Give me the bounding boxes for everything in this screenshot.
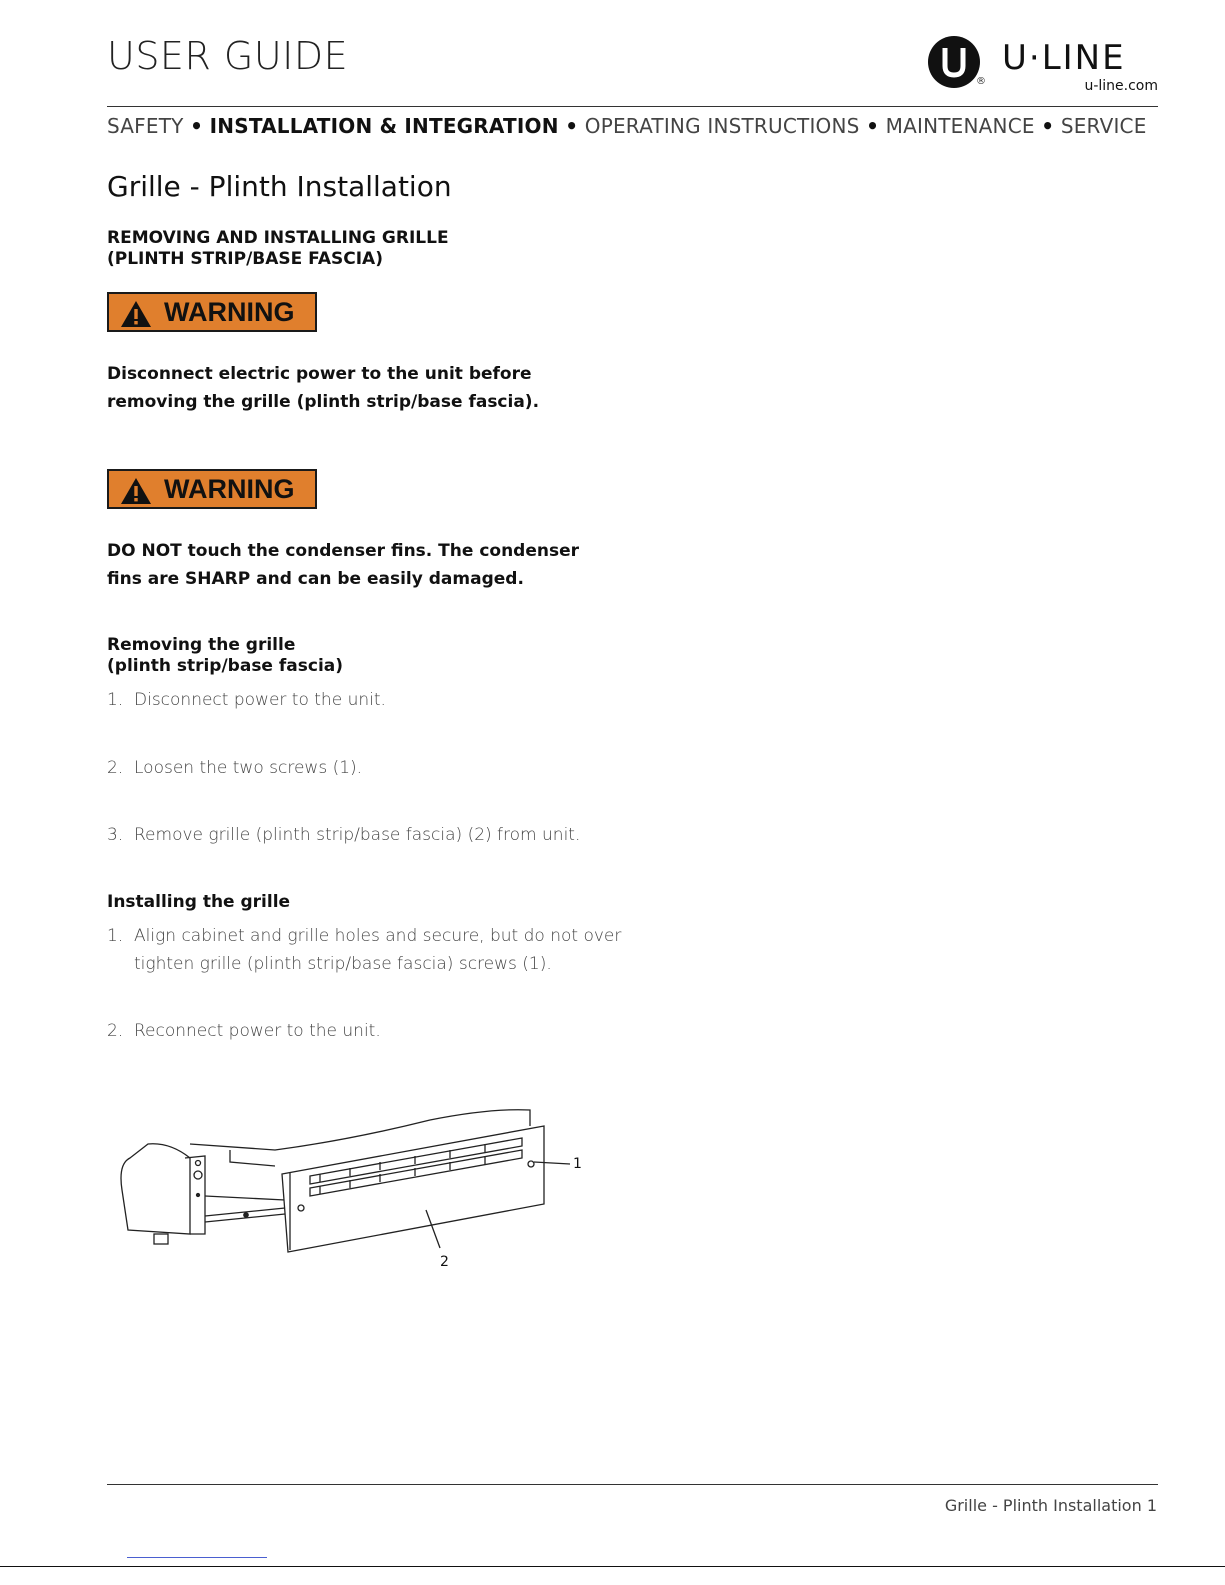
- list-item: [107, 922, 627, 978]
- warning-message-line: fins are SHARP and can be easily damaged.: [107, 569, 524, 589]
- uline-logo[interactable]: [928, 34, 1160, 96]
- warning-message: [107, 360, 627, 416]
- step-text: Align cabinet and grille holes and secure, but do not over tighten grille (plinth strip/base fascia) screws (1).: [134, 926, 622, 974]
- section-heading: [107, 228, 449, 270]
- grille-diagram: [110, 1100, 600, 1280]
- callout-1: 1: [573, 1156, 582, 1172]
- page-bottom-border: [0, 1566, 1225, 1567]
- removing-heading-line: (plinth strip/base fascia): [107, 656, 344, 676]
- nav-item-safety[interactable]: SAFETY: [107, 114, 184, 138]
- warning-message: [107, 537, 627, 593]
- list-item: [107, 686, 627, 714]
- logo-wordmark: U·LINE: [1002, 38, 1126, 78]
- nav-separator: •: [1041, 114, 1055, 138]
- uline-logo-icon: [928, 36, 980, 88]
- nav-item-maintenance[interactable]: MAINTENANCE: [885, 114, 1035, 138]
- bottom-link-underline[interactable]: [127, 1557, 267, 1558]
- nav-item-operating-instructions[interactable]: OPERATING INSTRUCTIONS: [584, 114, 860, 138]
- section-heading-line: (PLINTH STRIP/BASE FASCIA): [107, 249, 383, 269]
- step-text: Loosen the two screws (1).: [134, 758, 363, 778]
- step-number: 1.: [107, 690, 124, 710]
- document-title: USER GUIDE: [107, 34, 349, 78]
- warning-triangle-icon: [120, 477, 152, 505]
- removing-heading-line: Removing the grille: [107, 635, 296, 655]
- page-title: Grille - Plinth Installation: [107, 170, 452, 203]
- warning-text: WARNING: [164, 297, 295, 327]
- warning-triangle-icon: [120, 300, 152, 328]
- step-text: Disconnect power to the unit.: [134, 690, 386, 710]
- removing-heading: [107, 635, 343, 677]
- step-text: Remove grille (plinth strip/base fascia) (2) from unit.: [134, 825, 581, 845]
- nav-separator: •: [565, 114, 579, 138]
- step-number: 1.: [107, 926, 124, 946]
- footer-page-label: Grille - Plinth Installation 1: [944, 1496, 1157, 1515]
- section-heading-line: REMOVING AND INSTALLING GRILLE: [107, 228, 449, 248]
- warning-label: [107, 469, 317, 509]
- registered-mark: ®: [976, 76, 986, 87]
- warning-message-line: Disconnect electric power to the unit before: [107, 364, 532, 384]
- website-url[interactable]: u-line.com: [1084, 78, 1158, 94]
- step-number: 2.: [107, 758, 124, 778]
- step-number: 3.: [107, 825, 124, 845]
- warning-message-line: removing the grille (plinth strip/base fascia).: [107, 392, 540, 412]
- header-divider: [107, 106, 1158, 107]
- warning-message-line: DO NOT touch the condenser fins. The condenser: [107, 541, 580, 561]
- nav-separator: •: [866, 114, 880, 138]
- callout-2: 2: [440, 1254, 449, 1270]
- warning-label: [107, 292, 317, 332]
- nav-item-service[interactable]: SERVICE: [1060, 114, 1147, 138]
- list-item: [107, 1017, 627, 1045]
- nav-item-installation-integration[interactable]: INSTALLATION & INTEGRATION: [209, 114, 559, 138]
- installing-heading: Installing the grille: [107, 892, 291, 912]
- warning-text: WARNING: [164, 474, 295, 504]
- list-item: [107, 821, 627, 849]
- list-item: [107, 754, 627, 782]
- section-nav: [107, 114, 1147, 138]
- step-number: 2.: [107, 1021, 124, 1041]
- step-text: Reconnect power to the unit.: [134, 1021, 381, 1041]
- nav-separator: •: [190, 114, 204, 138]
- footer-divider: [107, 1484, 1158, 1485]
